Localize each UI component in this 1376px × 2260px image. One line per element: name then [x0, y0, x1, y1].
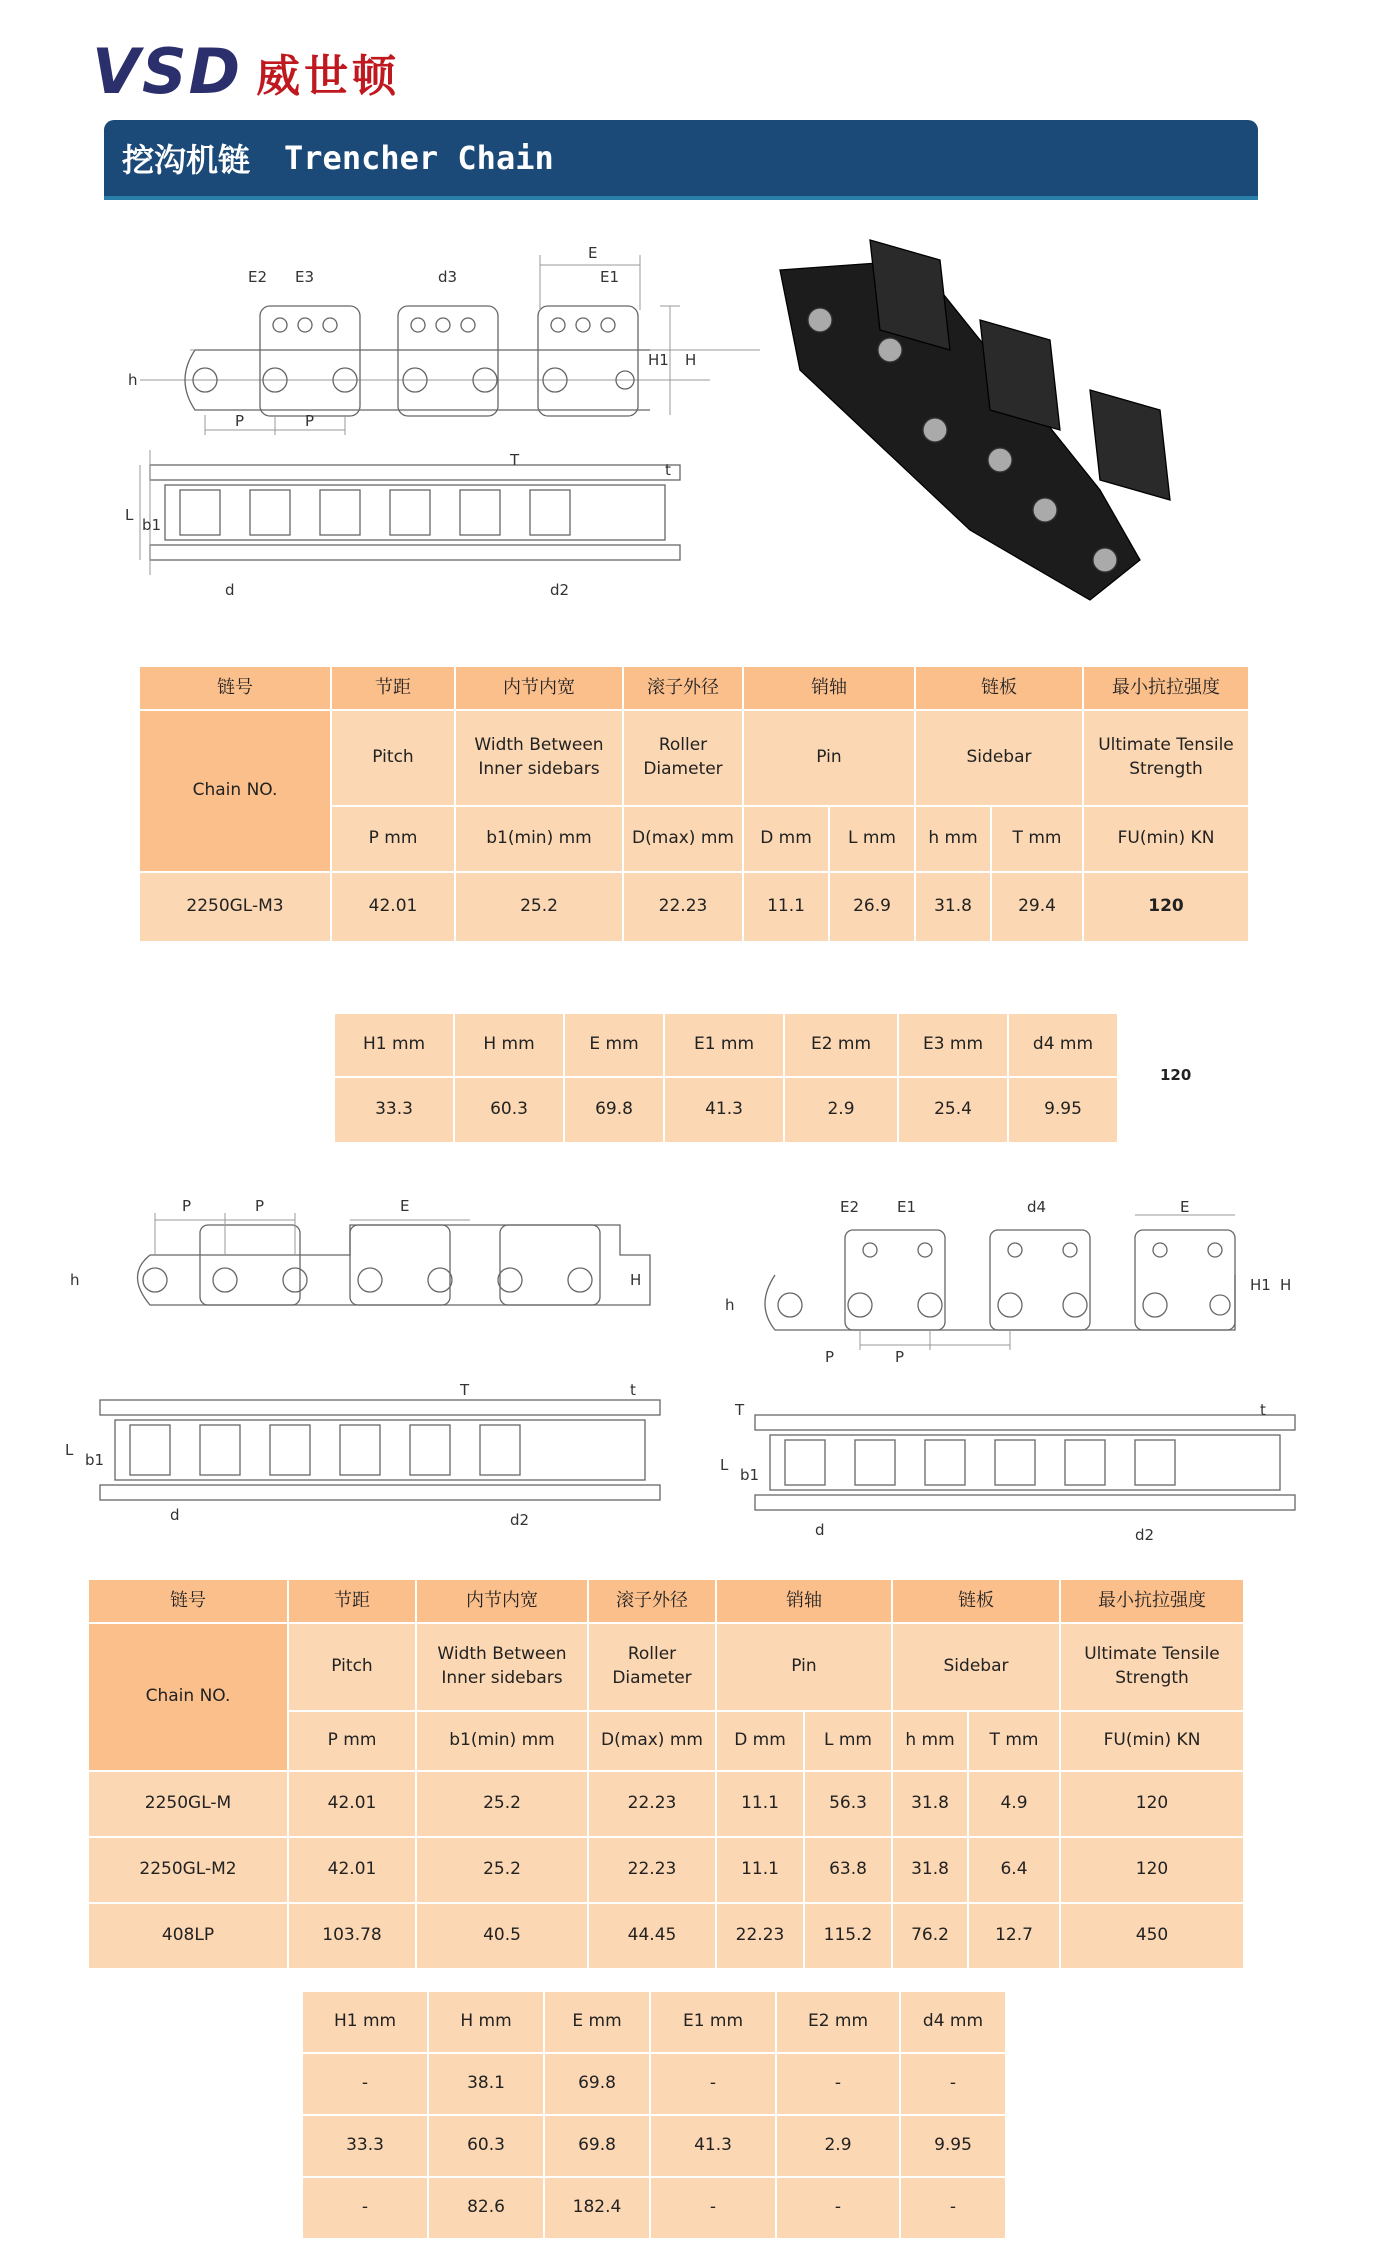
table-cell: 42.01 — [331, 872, 455, 942]
label-e: E — [1180, 1198, 1190, 1216]
t1-h-chain-cn: 链号 — [139, 666, 331, 710]
t3-h-chain-en: Chain NO. — [88, 1623, 288, 1771]
table-cell: 40.5 — [416, 1903, 588, 1969]
table-cell: - — [900, 2177, 1006, 2239]
t1-h-strength-cn: 最小抗拉强度 — [1083, 666, 1249, 710]
top-left-drawing — [120, 240, 720, 610]
label-e2: E2 — [248, 268, 268, 286]
label-e3: E3 — [295, 268, 315, 286]
table-cell: 44.45 — [588, 1903, 716, 1969]
table-cell: 9.95 — [900, 2115, 1006, 2177]
page-title-bar — [104, 120, 1258, 200]
t2-h-e2: E2 mm — [784, 1013, 898, 1077]
table-cell: 25.2 — [416, 1771, 588, 1837]
spec-table-4 — [301, 1990, 1007, 2240]
t3-unit-fu: FU(min) KN — [1060, 1711, 1244, 1771]
label-b1: b1 — [740, 1466, 760, 1484]
table-cell: 41.3 — [664, 1077, 784, 1143]
page-title-en: Trencher Chain — [284, 139, 554, 177]
label-d4: d4 — [1027, 1198, 1047, 1216]
label-e1: E1 — [600, 268, 620, 286]
table-cell: 56.3 — [804, 1771, 892, 1837]
table-cell: 2250GL-M3 — [139, 872, 331, 942]
table-cell: 76.2 — [892, 1903, 968, 1969]
t3-h-pin-cn: 销轴 — [716, 1579, 892, 1623]
table-cell: 6.4 — [968, 1837, 1060, 1903]
table-cell: 2.9 — [776, 2115, 900, 2177]
t3-h-sidebar-cn: 链板 — [892, 1579, 1060, 1623]
label-H: H — [630, 1271, 642, 1289]
label-H: H — [685, 351, 697, 369]
label-h: h — [128, 371, 138, 389]
t1-h-width-cn: 内节内宽 — [455, 666, 623, 710]
t1-unit-d: D mm — [743, 806, 829, 872]
table-cell: 69.8 — [544, 2115, 650, 2177]
table-cell: 29.4 — [991, 872, 1083, 942]
label-d: d — [170, 1506, 180, 1524]
t2-h-h1: H1 mm — [334, 1013, 454, 1077]
t3-unit-dmax: D(max) mm — [588, 1711, 716, 1771]
brand-logo — [92, 35, 401, 108]
t3-unit-p: P mm — [288, 1711, 416, 1771]
table-cell: 60.3 — [454, 1077, 564, 1143]
spec-table-2 — [333, 1012, 1119, 1144]
label-p1: P — [182, 1197, 192, 1215]
t2-h-e3: E3 mm — [898, 1013, 1008, 1077]
t3-h-pitch-cn: 节距 — [288, 1579, 416, 1623]
table-cell: - — [776, 2177, 900, 2239]
table-cell: 42.01 — [288, 1771, 416, 1837]
table-cell: 450 — [1060, 1903, 1244, 1969]
t3-h-width-cn: 内节内宽 — [416, 1579, 588, 1623]
label-b1: b1 — [85, 1451, 105, 1469]
table-cell: - — [900, 2053, 1006, 2115]
label-b1: b1 — [142, 516, 162, 534]
label-p2: P — [255, 1197, 265, 1215]
logo-cn-text: 威世顿 — [256, 51, 401, 102]
t1-unit-p: P mm — [331, 806, 455, 872]
label-p2: P — [895, 1348, 905, 1366]
table-cell: 120 — [1060, 1837, 1244, 1903]
table-cell: 31.8 — [915, 872, 991, 942]
table-cell: 2.9 — [784, 1077, 898, 1143]
table-cell: 182.4 — [544, 2177, 650, 2239]
t1-h-pitch-en: Pitch — [331, 710, 455, 806]
table-cell: 115.2 — [804, 1903, 892, 1969]
t1-h-sidebar-cn: 链板 — [915, 666, 1083, 710]
t4-h-H: H mm — [428, 1991, 544, 2053]
table-cell: 42.01 — [288, 1837, 416, 1903]
table-cell: 22.23 — [588, 1837, 716, 1903]
table-cell: - — [776, 2053, 900, 2115]
table-cell: 25.2 — [416, 1837, 588, 1903]
table-cell: 22.23 — [623, 872, 743, 942]
t1-h-roller-en: Roller Diameter — [623, 710, 743, 806]
table-cell: 9.95 — [1008, 1077, 1118, 1143]
label-d2: d2 — [550, 581, 570, 599]
table-cell: 25.2 — [455, 872, 623, 942]
label-d3: d3 — [438, 268, 458, 286]
label-e: E — [588, 244, 598, 262]
label-L: L — [720, 1456, 729, 1474]
t3-h-roller-en: Roller Diameter — [588, 1623, 716, 1711]
table-cell: 11.1 — [716, 1771, 804, 1837]
table-cell: - — [650, 2177, 776, 2239]
table-cell: 31.8 — [892, 1837, 968, 1903]
table-cell: 120 — [1083, 872, 1249, 942]
table-cell: 69.8 — [564, 1077, 664, 1143]
table-cell: 63.8 — [804, 1837, 892, 1903]
t3-h-roller-cn: 滚子外径 — [588, 1579, 716, 1623]
table-cell: 2250GL-M2 — [88, 1837, 288, 1903]
label-T: T — [460, 1381, 470, 1399]
table-cell: 103.78 — [288, 1903, 416, 1969]
label-d: d — [225, 581, 235, 599]
table-cell: 33.3 — [334, 1077, 454, 1143]
label-e1: E1 — [897, 1198, 917, 1216]
label-e2: E2 — [840, 1198, 860, 1216]
page-title-cn: 挖沟机链 — [122, 141, 251, 179]
label-t: t — [630, 1381, 636, 1399]
t4-h-d4: d4 mm — [900, 1991, 1006, 2053]
spec-table-3 — [87, 1578, 1245, 1970]
table-cell: 4.9 — [968, 1771, 1060, 1837]
label-h: h — [725, 1296, 735, 1314]
table-cell: 120 — [1060, 1771, 1244, 1837]
table-cell: - — [302, 2053, 428, 2115]
t1-unit-l: L mm — [829, 806, 915, 872]
label-t: t — [1260, 1401, 1266, 1419]
label-L: L — [65, 1441, 74, 1459]
t4-h-h1: H1 mm — [302, 1991, 428, 2053]
table-cell: - — [650, 2053, 776, 2115]
table-cell: 22.23 — [588, 1771, 716, 1837]
table-cell: 26.9 — [829, 872, 915, 942]
label-h1: H1 — [1250, 1276, 1271, 1294]
t1-unit-h: h mm — [915, 806, 991, 872]
table-cell: 11.1 — [716, 1837, 804, 1903]
t3-h-strength-cn: 最小抗拉强度 — [1060, 1579, 1244, 1623]
t3-unit-b1: b1(min) mm — [416, 1711, 588, 1771]
table-cell: 33.3 — [302, 2115, 428, 2177]
table-cell: 69.8 — [544, 2053, 650, 2115]
table-cell: 22.23 — [716, 1903, 804, 1969]
t3-h-strength-en: Ultimate Tensile Strength — [1060, 1623, 1244, 1711]
t3-h-width-en: Width Between Inner sidebars — [416, 1623, 588, 1711]
t4-h-e2: E2 mm — [776, 1991, 900, 2053]
label-p2: P — [305, 412, 315, 430]
table2-side-value: 120 — [1160, 1066, 1192, 1084]
label-T: T — [510, 451, 520, 469]
label-T: T — [735, 1401, 745, 1419]
table-cell: 2250GL-M — [88, 1771, 288, 1837]
t1-unit-b1: b1(min) mm — [455, 806, 623, 872]
table-cell: 82.6 — [428, 2177, 544, 2239]
logo-text: VSD — [92, 35, 243, 108]
t1-h-strength-en: Ultimate Tensile Strength — [1083, 710, 1249, 806]
label-e: E — [400, 1197, 410, 1215]
t3-h-chain-cn: 链号 — [88, 1579, 288, 1623]
t1-h-pin-en: Pin — [743, 710, 915, 806]
t3-h-pitch-en: Pitch — [288, 1623, 416, 1711]
t3-unit-t: T mm — [968, 1711, 1060, 1771]
t2-h-e: E mm — [564, 1013, 664, 1077]
t3-unit-d: D mm — [716, 1711, 804, 1771]
t1-h-pitch-cn: 节距 — [331, 666, 455, 710]
label-d: d — [815, 1521, 825, 1539]
label-t: t — [665, 461, 671, 479]
t1-h-pin-cn: 销轴 — [743, 666, 915, 710]
table-cell: - — [302, 2177, 428, 2239]
table-cell: 38.1 — [428, 2053, 544, 2115]
t1-h-sidebar-en: Sidebar — [915, 710, 1083, 806]
table-cell: 60.3 — [428, 2115, 544, 2177]
table-cell: 12.7 — [968, 1903, 1060, 1969]
table-cell: 31.8 — [892, 1771, 968, 1837]
t1-h-chain-en: Chain NO. — [139, 710, 331, 872]
table-cell: 41.3 — [650, 2115, 776, 2177]
t3-h-pin-en: Pin — [716, 1623, 892, 1711]
label-h1: H1 — [648, 351, 669, 369]
mid-left-drawing — [60, 1195, 660, 1530]
label-L: L — [125, 506, 134, 524]
t1-h-width-en: Width Between Inner sidebars — [455, 710, 623, 806]
t2-h-e1: E1 mm — [664, 1013, 784, 1077]
t4-h-e: E mm — [544, 1991, 650, 2053]
label-p1: P — [825, 1348, 835, 1366]
t1-unit-fu: FU(min) KN — [1083, 806, 1249, 872]
t3-h-sidebar-en: Sidebar — [892, 1623, 1060, 1711]
mid-right-drawing — [715, 1190, 1305, 1545]
chain-product-image — [760, 230, 1240, 610]
label-d2: d2 — [510, 1511, 530, 1529]
t1-unit-t: T mm — [991, 806, 1083, 872]
t4-h-e1: E1 mm — [650, 1991, 776, 2053]
t1-h-roller-cn: 滚子外径 — [623, 666, 743, 710]
table-cell: 25.4 — [898, 1077, 1008, 1143]
table-cell: 408LP — [88, 1903, 288, 1969]
t2-h-d4: d4 mm — [1008, 1013, 1118, 1077]
t1-unit-dmax: D(max) mm — [623, 806, 743, 872]
table-cell: 11.1 — [743, 872, 829, 942]
label-d2: d2 — [1135, 1526, 1155, 1544]
t2-h-H: H mm — [454, 1013, 564, 1077]
t3-unit-h: h mm — [892, 1711, 968, 1771]
label-p1: P — [235, 412, 245, 430]
spec-table-1 — [138, 665, 1250, 943]
t3-unit-l: L mm — [804, 1711, 892, 1771]
label-H: H — [1280, 1276, 1292, 1294]
label-h: h — [70, 1271, 80, 1289]
